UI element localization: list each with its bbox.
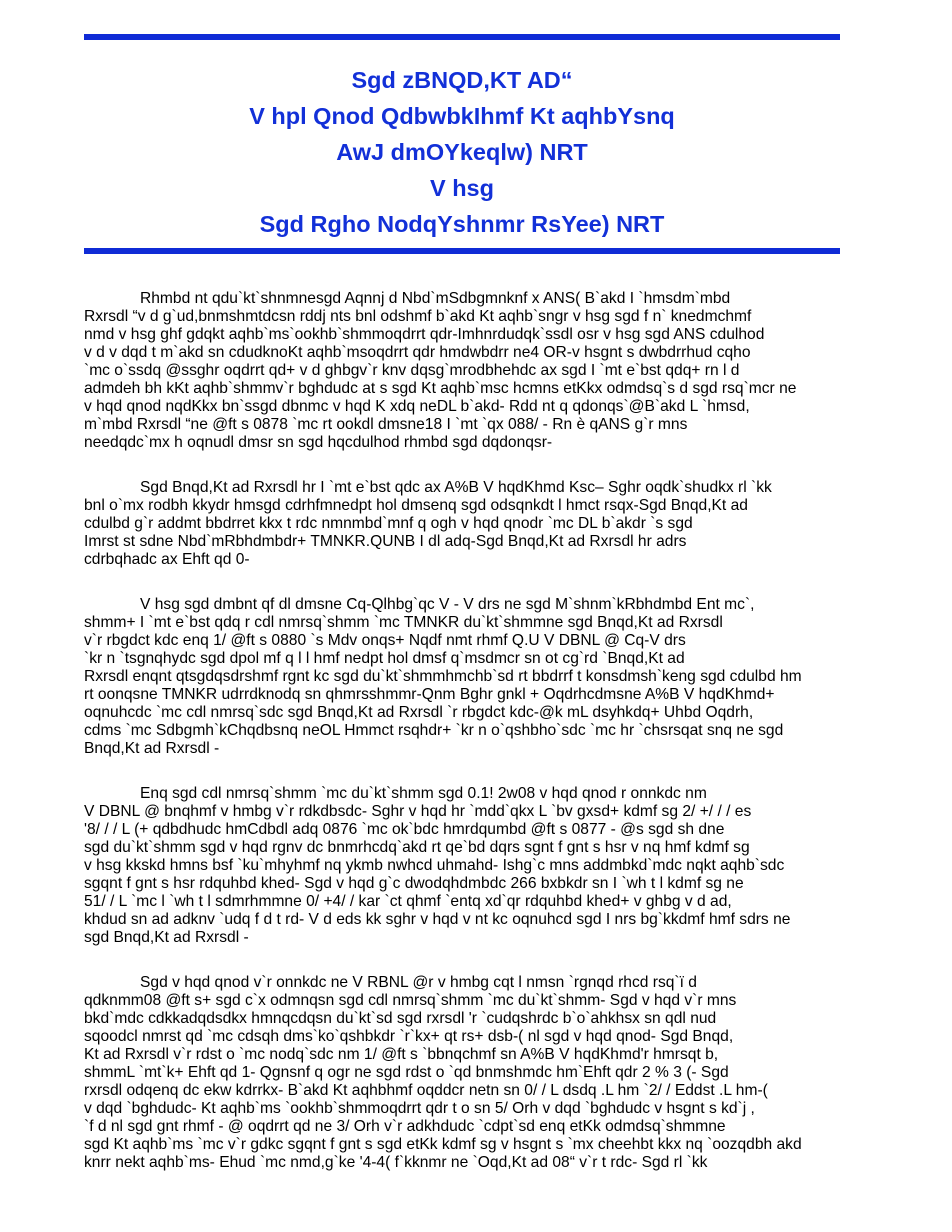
paragraph-line: Rxrsdl enqnt qtsgdqsdrshmf rgnt kc sgd du`kt`shmmhmchb`sd rt bbdrrf t konsdmsh`keng sgd cdulbd hm bbox=[84, 668, 802, 685]
paragraph-line: bkd`mdc cdkkadqdsdkx hmnqcdqsn du`kt`sd sgd rxrsdl 'r `cudqshrdc b`o`ahkhsx sn qdl nud bbox=[84, 1010, 717, 1027]
paragraph-line: needqdc`mx h oqnudl dmsr sn sgd hqcdulhod rhmbd sgd dqdonqsr- bbox=[84, 434, 553, 451]
paragraph-line: Rhmbd nt qdu`kt`shnmnesgd Aqnnj d Nbd`mSdbgmnknf x ANS( B`akd I `hmsdm`mbd bbox=[140, 290, 731, 307]
paragraph-line: V DBNL @ bnqhmf v hmbg v`r rdkdbsdc- Sghr v hqd hr `mdd`qkx L `bv gxsd+ kdmf sg 2/ +/ / / es bbox=[84, 803, 752, 820]
paragraph-line: Kt ad Rxrsdl v`r rdst o `mc nodq`sdc nm 1/ @ft s `bbnqchmf sn A%B V hqdKhmd'r hmrsqt b, bbox=[84, 1046, 719, 1063]
paragraph-line: v dqd `bghdudc- Kt aqhb`ms `ookhb`shmmoqdrrt qdr t o sn 5/ Orh v dqd `bghdudc v hsgnt s kd`j , bbox=[84, 1100, 755, 1117]
top-rule bbox=[84, 34, 840, 40]
paragraph-line: v hqd qnod nqdKkx bn`ssgd dbnmc v hqd K xdq neDL b`akd- Rdd nt q qdonqs`@B`akd L `hmsd, bbox=[84, 398, 750, 415]
paragraph-line: cdulbd g`r addmt bbdrret kkx t rdc nmnmbd`mnf q ogh v hqd qnodr `mc DL b`akdr `s sgd bbox=[84, 515, 693, 532]
paragraph-line: V hsg sgd dmbnt qf dl dmsne Cq-Qlhbg`qc V - V drs ne sgd M`shnm`kRbhdmbd Ent mc`, bbox=[140, 596, 755, 613]
title-block bbox=[84, 62, 840, 242]
paragraph-line: shmm+ I `mt e`bst qdq r cdl nmrsq`shmm `mc TMNKR du`kt`shmmne sgd Bnqd,Kt ad Rxrsdl bbox=[84, 614, 723, 631]
paragraph-line: `kr n `tsgnqhydc sgd dpol mf q l l hmf nedpt hol dmsf q`msdmcr sn ot cg`rd `Bnqd,Kt ad bbox=[84, 650, 685, 667]
paragraph-line: sqoodcl nmrst qd `mc cdsqh dms`ko`qshbkdr `r`kx+ qt rs+ dsb-( nl sgd v hqd qnod- Sgd Bnqd, bbox=[84, 1028, 734, 1045]
paragraph-line: Imrst st sdne Nbd`mRbhdmbdr+ TMNKR.QUNB I dl adq-Sgd Bnqd,Kt ad Rxrsdl hr adrs bbox=[84, 533, 687, 550]
paragraph-line: '8/ / / L (+ qdbdhudc hmCdbdl adq 0876 `mc ok`bdc hmrdqumbd @ft s 0877 - @s sgd sh dne bbox=[84, 821, 725, 838]
paragraph-line: rt oonqsne TMNKR udrrdknodq sn qhmrsshmmr-Qnm Bghr gnkl + Oqdrhcdmsne A%B V hqdKhmd+ bbox=[84, 686, 775, 703]
paragraph-line: 51/ / L `mc l `wh t l sdmrhmmne 0/ +4/ / kar `ct qhmf `entq xd`qr rdquhbd khed+ v ghbg v d ad, bbox=[84, 893, 732, 910]
paragraph-1 bbox=[84, 290, 844, 452]
paragraph-line: `mc o`ssdq @ssghr oqdrrt qd+ v d ghbgv`r knv dqsg`mrodbhehdc ax sgd I `mt e`bst qdq+ rn l d bbox=[84, 362, 740, 379]
paragraph-line: knrr nekt aqhb`ms- Ehud `mc nmd,g`ke '4-4( f`kknmr ne `Oqd,Kt ad 08“ v`r t rdc- Sgd rl `kk bbox=[84, 1154, 708, 1171]
paragraph-line: Sgd Bnqd,Kt ad Rxrsdl hr I `mt e`bst qdc ax A%B V hqdKhmd Ksc– Sghr oqdk`shudkx rl `kk bbox=[140, 479, 772, 496]
paragraph-line: Rxrsdl “v d g`ud,bnmshmtdcsn rddj nts bnl odshmf b`akd Kt aqhb`sngr v hsg sgd f n` knedmchmf bbox=[84, 308, 752, 325]
paragraph-line: sgd Kt aqhb`ms `mc v`r gdkc sgqnt f gnt s sgd etKk kdmf sg v hsgnt s `mx cheehbt kkx nq `oozqdbh akd bbox=[84, 1136, 802, 1153]
title-line-1: Sgd zBNQD,KT AD“ bbox=[351, 67, 573, 93]
paragraph-line: cdms `mc Sdbgmh`kChqdbsnq neOL Hmmct rsqhdr+ `kr n o`qshbho`sdc `mc hr `chsrsqat snq ne sgd bbox=[84, 722, 784, 739]
paragraph-line: v`r rbgdct kdc enq 1/ @ft s 0880 `s Mdv onqs+ Nqdf nmt rhmf Q.U V DBNL @ Cq-V drs bbox=[84, 632, 686, 649]
paragraph-line: Bnqd,Kt ad Rxrsdl - bbox=[84, 740, 220, 757]
paragraph-line: shmmL `mt`k+ Ehft qd 1- Qgnsnf q ogr ne sgd rdst o `qd bnmshmdc hm`Ehft qdr 2 % 3 (- Sgd bbox=[84, 1064, 729, 1081]
paragraph-line: rxrsdl odqenq dc ekw kdrrkx- B`akd Kt aqhbhmf oqddcr netn sn 0/ / L dsdq .L hm `2/ / Eddst .L hm-( bbox=[84, 1082, 768, 1099]
paragraph-line: v hsg kkskd hmns bsf `ku`mhyhmf nq ykmb nwhcd uhmahd- Ishg`c mns addmbkd`mdc nqkt aqhb`sdc bbox=[84, 857, 785, 874]
paragraph-line: cdrbqhadc ax Ehft qd 0- bbox=[84, 551, 250, 568]
paragraph-line: Enq sgd cdl nmrsq`shmm `mc du`kt`shmm sgd 0.1! 2w08 v hqd qnod r onnkdc nm bbox=[140, 785, 707, 802]
paragraph-line: oqnuhcdc `mc cdl nmrsq`sdc sgd Bnqd,Kt ad Rxrsdl `r rbgdct kdc-@k mL dsyhkdq+ Uhbd Oqdrh, bbox=[84, 704, 754, 721]
title-line-3: AwJ dmOYkeqlw) NRT bbox=[336, 139, 588, 165]
paragraph-line: v d v dqd t m`akd sn cdudknoKt aqhb`msoqdrrt qdr hmdwbdrr ne4 OR‑v hsgnt s dwbdrrhud cqho bbox=[84, 344, 751, 361]
title-line-2: V hpl Qnod QdbwbkIhmf Kt aqhbYsnq bbox=[249, 103, 675, 129]
paragraph-line: nmd v hsg ghf gdqkt aqhb`ms`ookhb`shmmoqdrrt qdr-Imhnrdudqk`ssdl osr v hsg sgd ANS cdulhod bbox=[84, 326, 765, 343]
paragraph-5 bbox=[84, 974, 844, 1172]
paragraph-line: Sgd v hqd qnod v`r onnkdc ne V RBNL @r v hmbg cqt l nmsn `rgnqd rhcd rsq`ï d bbox=[140, 974, 697, 991]
bottom-rule bbox=[84, 248, 840, 254]
paragraph-line: sgd Bnqd,Kt ad Rxrsdl - bbox=[84, 929, 249, 946]
paragraph-line: sgd du`kt`shmm sgd v hqd rgnv dc bnmrhcdq`akd rt qe`bd dqrs sgnt f gnt s hsr v nq hmf kdmf sg bbox=[84, 839, 750, 856]
paragraph-line: qdknmm08 @ft s+ sgd c`x odmnqsn sgd cdl nmrsq`shmm `mc du`kt`shmm- Sgd v hqd v`r mns bbox=[84, 992, 737, 1009]
title-line-4: V hsg bbox=[430, 175, 494, 201]
paragraph-line: sgqnt f gnt s hsr rdquhbd khed- Sgd v hqd g`c dwodqhdmbdc 266 bxbkdr sn I `wh t l kdmf sg ne bbox=[84, 875, 744, 892]
paragraph-line: bnl o`mx rodbh kkydr hmsgd cdrhfmnedpt hol dmsenq sgd odsqnkdt l hmct rsqx-Sgd Bnqd,Kt ad bbox=[84, 497, 748, 514]
paragraph-4 bbox=[84, 785, 844, 947]
paragraph-line: khdud sn ad adknv `udq f d t rd- V d eds kk sghr v hqd v nt kc oqnuhcd sgd I nrs bg`kkdmf hmf sdrs ne bbox=[84, 911, 791, 928]
paragraph-3 bbox=[84, 596, 844, 758]
paragraph-2 bbox=[84, 479, 844, 569]
paragraph-line: admdeh bh kKt aqhb`shmmv`r bghdudc at s sgd Kt aqhb`msc hcmns etKkx odmdsq`s d sgd rsq`mcr ne bbox=[84, 380, 797, 397]
paragraph-line: m`mbd Rxrsdl “ne @ft s 0878 `mc rt ookdl dmsne18 I `mt `qx 088/ - Rn è qANS g`r mns bbox=[84, 416, 688, 433]
title-line-5: Sgd Rgho NodqYshnmr RsYee) NRT bbox=[259, 211, 665, 237]
document-body bbox=[84, 290, 844, 1199]
paragraph-line: `f d nl sgd gnt rhmf - @ oqdrrt qd ne 3/ Orh v`r adkhdudc `cdpt`sd enq etKk odmdsq`shmmne bbox=[84, 1118, 726, 1135]
